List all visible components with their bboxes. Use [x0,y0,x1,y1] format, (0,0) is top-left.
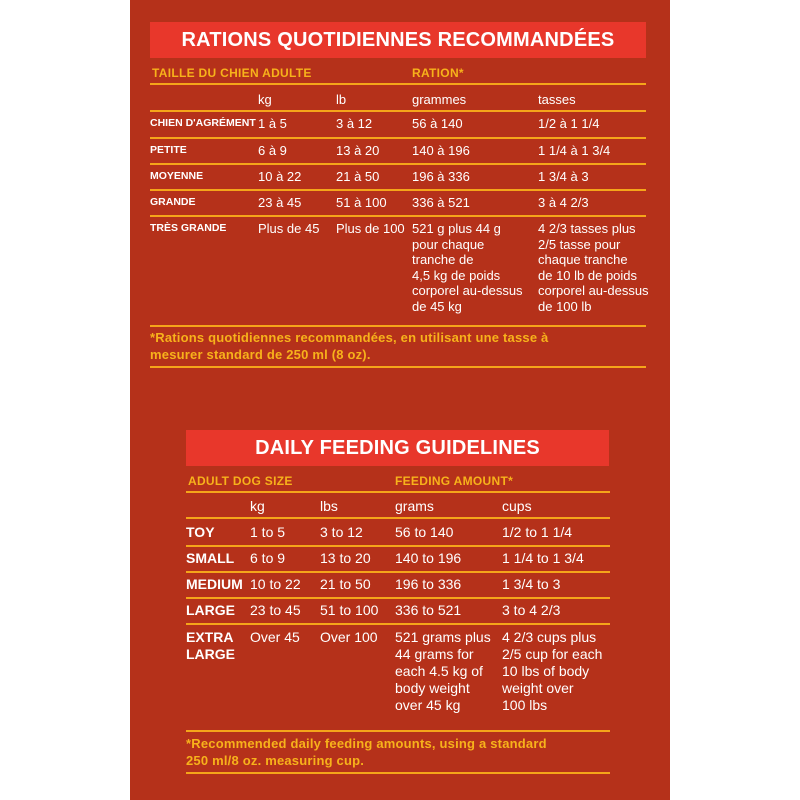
row-size-label: MEDIUM [186,576,243,592]
row-lb-value: 21 à 50 [336,169,380,184]
row-grams-value: each 4.5 kg of [395,663,483,679]
row-cups-value: weight over [502,680,574,696]
row-grams-value: 336 to 521 [395,602,462,618]
row-cups-value: de 100 lb [538,298,592,314]
fr-unit-lb: lb [336,92,347,107]
row-kg-value: 1 à 5 [258,116,287,131]
row-kg-value: Over 45 [250,629,300,645]
row-grams-value: 521 g plus 44 g [412,221,501,236]
row-lb-value: 51 à 100 [336,195,387,210]
row-grams-value: pour chaque [412,236,485,252]
en-unit-cups: cups [502,498,532,514]
row-lb-value: 13 to 20 [320,550,371,566]
fr-title: RATIONS QUOTIDIENNES RECOMMANDÉES [181,28,615,51]
fr-bottom-rule [150,366,646,368]
fr-footnote [150,329,549,363]
row-divider [186,571,610,573]
row-grams-value: corporel au-dessus [412,283,523,298]
row-divider [186,545,610,547]
row-divider [150,163,646,165]
fr-title-banner [150,22,646,58]
row-divider [186,597,610,599]
row-cups-value: chaque tranche [538,252,628,267]
row-lb-value: 51 to 100 [320,602,379,618]
row-cups-value: 1/2 à 1 1/4 [538,116,600,131]
row-cups-value: 1 3/4 à 3 [538,169,589,184]
row-lb-value: Over 100 [320,629,378,645]
row-grams-value: 140 à 196 [412,143,470,158]
row-lb-value: 21 to 50 [320,576,371,592]
fr-footnote-line: mesurer standard de 250 ml (8 oz). [150,347,371,362]
row-grams-value: 521 grams plus [395,629,491,645]
row-kg-value: 23 to 45 [250,602,301,618]
row-size-label: LARGE [186,602,235,618]
row-lb-value: 3 à 12 [336,116,373,131]
row-size-label: TRÈS GRANDE [150,222,227,234]
row-grams-value: body weight [395,680,470,696]
row-cups-value: 1 1/4 to 1 3/4 [502,550,584,566]
row-divider [186,623,610,625]
row-cups-value: 2/5 tasse pour [538,236,621,252]
row-grams-value: de 45 kg [412,298,462,314]
en-header-rule [186,491,610,493]
row-cups-value: de 10 lb de poids [538,267,638,283]
en-col-size-header: ADULT DOG SIZE [188,474,293,488]
fr-unit-kg: kg [258,92,272,107]
row-kg-value: 6 to 9 [250,550,286,566]
row-size-label: LARGE [186,646,235,662]
fr-footnote-line: *Rations quotidiennes recommandées, en utilisant une tasse à [150,330,549,345]
row-grams-value: 4,5 kg de poids [412,267,501,283]
fr-unit-cups: tasses [538,92,576,107]
en-unit-grams: grams [395,498,434,514]
row-cups-value: 1 3/4 to 3 [502,576,561,592]
en-title-banner [186,430,609,466]
row-divider [150,215,646,217]
row-kg-value: 1 to 5 [250,524,286,540]
row-size-label: EXTRA [186,629,234,645]
en-unit-lbs: lbs [320,498,338,514]
row-cups-value: 1/2 to 1 1/4 [502,524,573,540]
fr-note-rule [150,325,646,327]
en-title: DAILY FEEDING GUIDELINES [255,436,540,459]
row-grams-value: 196 to 336 [395,576,462,592]
en-footnote [186,735,547,769]
row-size-label: PETITE [150,144,187,156]
row-grams-value: 336 à 521 [412,195,470,210]
row-cups-value: 3 à 4 2/3 [538,195,589,210]
row-grams-value: tranche de [412,252,474,267]
row-cups-value: 4 2/3 tasses plus [538,221,636,236]
row-grams-value: 196 à 336 [412,169,470,184]
row-grams-value: over 45 kg [395,697,461,713]
fr-col-ration-header: RATION* [412,66,464,80]
row-cups-value: 2/5 cup for each [502,646,603,662]
row-size-label: CHIEN D'AGRÉMENT [150,117,256,129]
row-size-label: MOYENNE [150,170,204,182]
fr-col-size-header: TAILLE DU CHIEN ADULTE [152,66,312,80]
en-bottom-rule [186,772,610,774]
row-grams-value: 44 grams for [395,646,474,662]
fr-unit-grams: grammes [412,92,467,107]
row-kg-value: 6 à 9 [258,143,287,158]
row-grams-value: 56 to 140 [395,524,454,540]
row-kg-value: 23 à 45 [258,195,302,210]
en-unit-kg: kg [250,498,265,514]
row-grams-value: 56 à 140 [412,116,463,131]
row-size-label: GRANDE [150,196,196,208]
row-cups-value: 3 to 4 2/3 [502,602,561,618]
row-cups-value: 100 lbs [502,697,548,713]
row-size-label: SMALL [186,550,235,566]
row-cups-value: 10 lbs of body [502,663,590,679]
row-kg-value: 10 à 22 [258,169,302,184]
en-footnote-line: 250 ml/8 oz. measuring cup. [186,753,365,768]
row-lb-value: 13 à 20 [336,143,380,158]
row-divider [150,137,646,139]
row-cups-value: 1 1/4 à 1 3/4 [538,143,611,158]
row-lb-value: 3 to 12 [320,524,363,540]
row-kg-value: Plus de 45 [258,221,320,236]
fr-units-rule [150,110,646,112]
en-note-rule [186,730,610,732]
row-lb-value: Plus de 100 [336,221,405,236]
en-col-ration-header: FEEDING AMOUNT* [395,474,514,488]
row-cups-value: corporel au-dessus [538,283,649,298]
row-kg-value: 10 to 22 [250,576,301,592]
fr-header-rule [150,83,646,85]
row-size-label: TOY [186,524,215,540]
row-divider [150,189,646,191]
en-footnote-line: *Recommended daily feeding amounts, using a standard [186,736,547,751]
en-units-rule [186,517,610,519]
row-cups-value: 4 2/3 cups plus [502,629,597,645]
row-grams-value: 140 to 196 [395,550,462,566]
